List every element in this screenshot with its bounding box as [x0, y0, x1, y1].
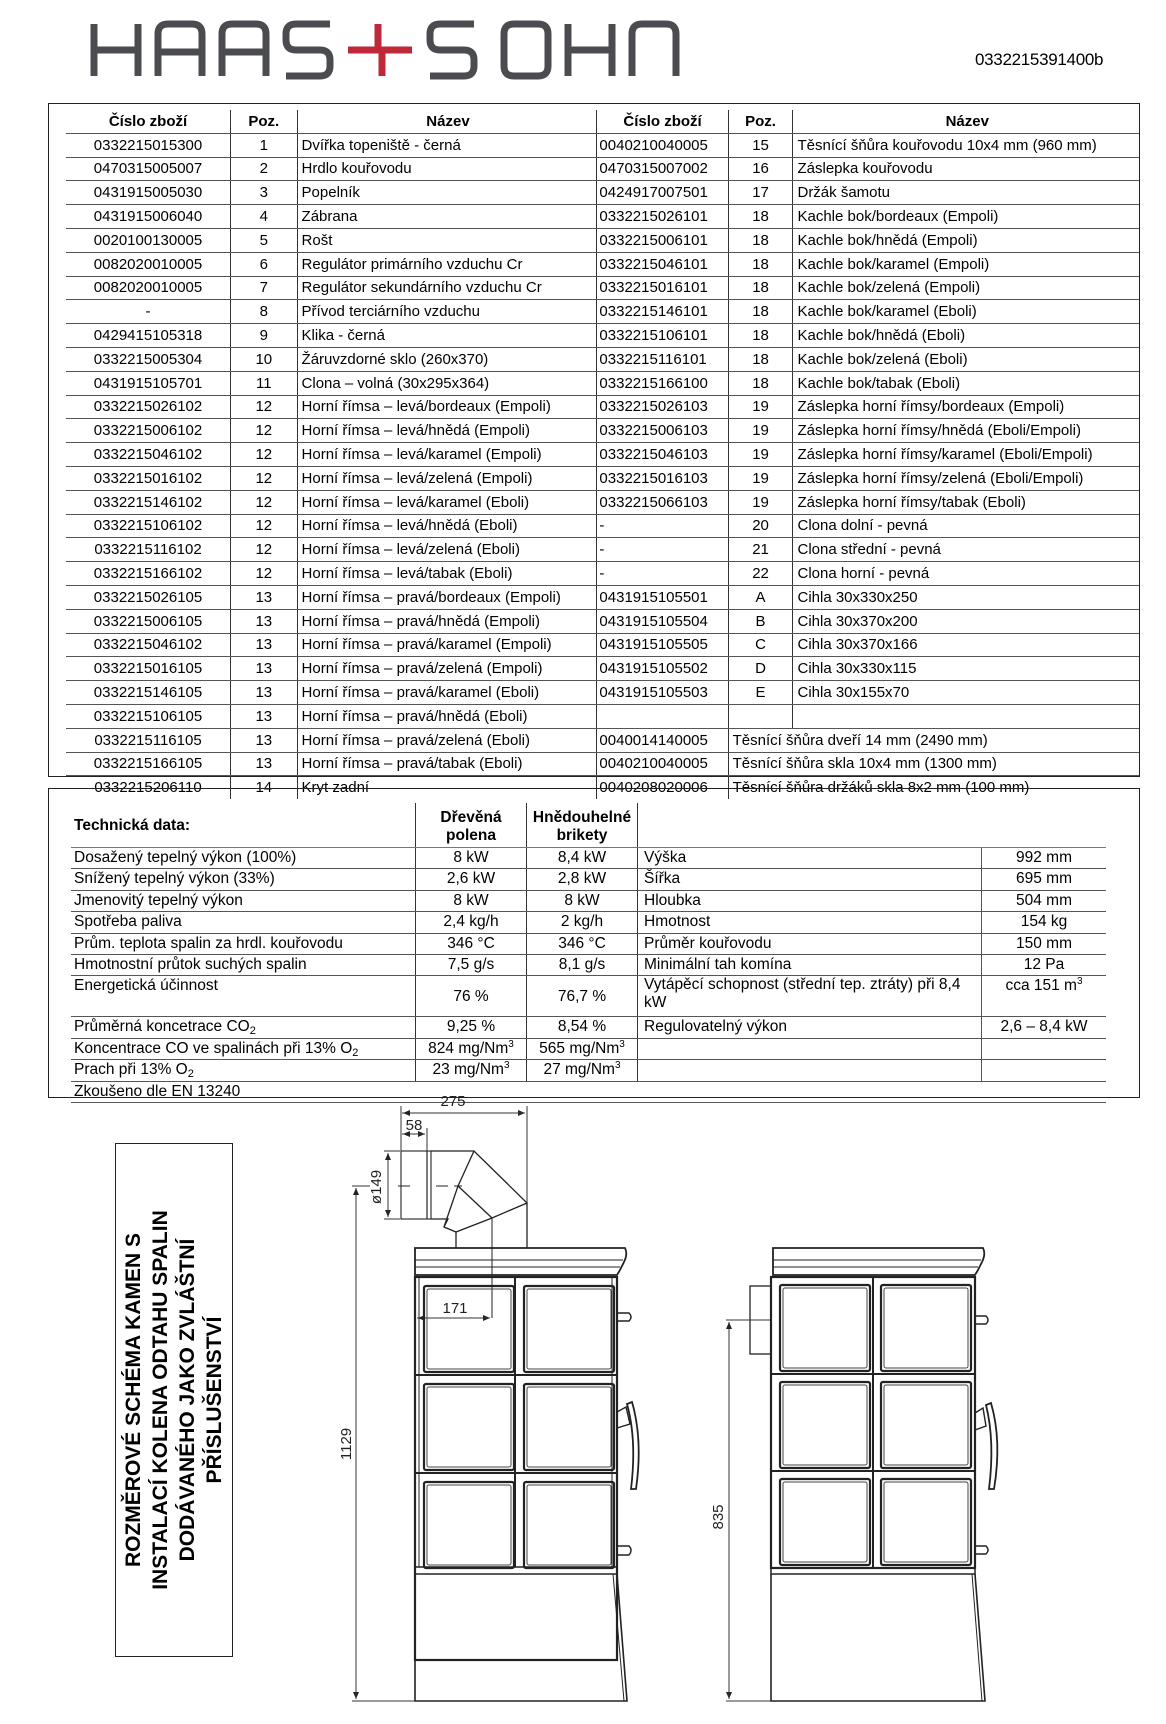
part-name: Záslepka kouřovodu	[793, 157, 1139, 181]
part-number: 0332215066103	[597, 490, 728, 514]
part-name: Záslepka horní římsy/hnědá (Eboli/Empoli)	[793, 419, 1139, 443]
part-position: 12	[231, 419, 298, 443]
value-lignite-briquettes: 346 °C	[527, 933, 638, 954]
part-number: 0332215106102	[66, 514, 231, 538]
spec-label: Výška	[638, 848, 982, 869]
part-position: 20	[728, 514, 793, 538]
tile-grid-front	[424, 1286, 614, 1568]
part-position: 13	[231, 585, 298, 609]
spec-label: Minimální tah komína	[638, 954, 982, 975]
part-name: Popelník	[297, 181, 597, 205]
value-wood-logs: 7,5 g/s	[416, 954, 527, 975]
part-number: 0431915006040	[66, 205, 231, 229]
part-number: -	[597, 538, 728, 562]
part-number: 0429415105318	[66, 324, 231, 348]
header-name: Název	[297, 110, 597, 133]
part-name: Žáruvzdorné sklo (260x370)	[297, 347, 597, 371]
spec-value: 695 mm	[982, 869, 1107, 890]
fuel-param-label: Hmotnostní průtok suchých spalin	[71, 954, 416, 975]
value-wood-logs: 824 mg/Nm$^3$	[416, 1038, 527, 1059]
part-name: Kachle bok/bordeaux (Empoli)	[793, 205, 1139, 229]
part-name: Horní římsa – pravá/zelená (Eboli)	[297, 728, 597, 752]
part-position: 13	[231, 704, 298, 728]
part-name: Horní římsa – pravá/tabak (Eboli)	[297, 752, 597, 776]
part-name: Těsnící šňůra skla 10x4 mm (1300 mm)	[728, 752, 1139, 776]
part-position: 8	[231, 300, 298, 324]
part-name: Clona střední - pevná	[793, 538, 1139, 562]
part-position: 5	[231, 228, 298, 252]
part-number: 0332215006102	[66, 419, 231, 443]
part-position: 13	[231, 752, 298, 776]
part-name: Kachle bok/karamel (Eboli)	[793, 300, 1139, 324]
part-name: Horní římsa – pravá/hnědá (Empoli)	[297, 609, 597, 633]
value-wood-logs: 23 mg/Nm$^3$	[416, 1060, 527, 1081]
part-number: 0470315005007	[66, 157, 231, 181]
front-view-rear-outlet	[750, 1248, 997, 1701]
part-name: Horní římsa – levá/karamel (Eboli)	[297, 490, 597, 514]
part-number: 0332215026101	[597, 205, 728, 229]
part-name: Clona dolní - pevná	[793, 514, 1139, 538]
part-number: 0332215046101	[597, 252, 728, 276]
dim-diameter-149: ø149	[368, 1169, 385, 1205]
value-lignite-briquettes: 76,7 %	[527, 976, 638, 1017]
part-position: 6	[231, 252, 298, 276]
part-number: -	[597, 562, 728, 586]
part-name: Kachle bok/karamel (Empoli)	[793, 252, 1139, 276]
part-name: Horní římsa – levá/karamel (Empoli)	[297, 443, 597, 467]
value-wood-logs: 9,25 %	[416, 1017, 527, 1038]
part-position: 9	[231, 324, 298, 348]
part-position: 21	[728, 538, 793, 562]
part-name: Horní římsa – pravá/karamel (Empoli)	[297, 633, 597, 657]
dim-1129: 1129	[338, 1427, 355, 1461]
part-number: 0332215006101	[597, 228, 728, 252]
part-position: 18	[728, 324, 793, 348]
part-number: 0431915105503	[597, 681, 728, 705]
part-number: 0332215166100	[597, 371, 728, 395]
spec-value: 2,6 – 8,4 kW	[982, 1017, 1107, 1038]
dimension-schema-note-text: ROZMĚROVÉ SCHÉMA KAMEN S INSTALACÍ KOLENA ODTAHU SPALIN DODÁVANÉHO JAKO ZVLÁŠTNÍ PŘÍSLUŠENSTVÍ	[122, 1210, 226, 1590]
part-position: 2	[231, 157, 298, 181]
part-position: 1	[231, 133, 298, 157]
value-lignite-briquettes: 8,4 kW	[527, 848, 638, 869]
part-number: 0332215106105	[66, 704, 231, 728]
part-number: 0332215016105	[66, 657, 231, 681]
technical-data-title: Technická data:	[71, 803, 416, 848]
part-name: Horní římsa – pravá/karamel (Eboli)	[297, 681, 597, 705]
part-name: Kachle bok/tabak (Eboli)	[793, 371, 1139, 395]
part-name: Rošt	[297, 228, 597, 252]
part-name: Horní římsa – levá/hnědá (Empoli)	[297, 419, 597, 443]
part-number: 0332215046103	[597, 443, 728, 467]
part-number: 0332215146101	[597, 300, 728, 324]
part-position: 18	[728, 371, 793, 395]
spec-value: 992 mm	[982, 848, 1107, 869]
part-name: Držák šamotu	[793, 181, 1139, 205]
value-wood-logs: 2,6 kW	[416, 869, 527, 890]
fuel-param-label: Jmenovitý tepelný výkon	[71, 890, 416, 911]
fuel-param-label: Prach při 13% $O_2$	[71, 1060, 416, 1081]
part-name: Horní římsa – levá/tabak (Eboli)	[297, 562, 597, 586]
header-name-2: Název	[793, 110, 1139, 133]
part-position: 18	[728, 300, 793, 324]
part-number: 0470315007002	[597, 157, 728, 181]
part-position: 12	[231, 514, 298, 538]
part-name: Těsnící šňůra držáků skla 8x2 mm (100 mm)	[732, 779, 1030, 797]
value-lignite-briquettes: 2 kg/h	[527, 912, 638, 933]
part-position: 14	[231, 776, 298, 799]
part-number: 0332215026105	[66, 585, 231, 609]
part-name: Clona horní - pevná	[793, 562, 1139, 586]
dim-171: 171	[442, 1300, 468, 1317]
part-number: 0332215016102	[66, 466, 231, 490]
dim-275: 275	[440, 1093, 466, 1110]
part-name: Klika - černá	[297, 324, 597, 348]
value-wood-logs: 2,4 kg/h	[416, 912, 527, 933]
part-position: 4	[231, 205, 298, 229]
part-position: 12	[231, 538, 298, 562]
part-number: 0040210040005	[597, 133, 728, 157]
part-number: -	[597, 514, 728, 538]
part-position: 19	[728, 419, 793, 443]
part-number: 0332215106101	[597, 324, 728, 348]
part-name: Záslepka horní římsy/zelená (Eboli/Empoli)	[793, 466, 1139, 490]
part-position: 13	[231, 728, 298, 752]
part-position: 18	[728, 276, 793, 300]
part-number: 0431915105701	[66, 371, 231, 395]
part-number: 0332215026103	[597, 395, 728, 419]
part-position: 13	[231, 633, 298, 657]
part-position: 19	[728, 395, 793, 419]
value-lignite-briquettes: 2,8 kW	[527, 869, 638, 890]
spec-label: Šířka	[638, 869, 982, 890]
part-number: 0332215006105	[66, 609, 231, 633]
part-number: 0431915105501	[597, 585, 728, 609]
part-name: Horní římsa – pravá/zelená (Empoli)	[297, 657, 597, 681]
value-lignite-briquettes: 8 kW	[527, 890, 638, 911]
part-position: 12	[231, 466, 298, 490]
part-number: 0332215116105	[66, 728, 231, 752]
fuel-param-label: Dosažený tepelný výkon (100%)	[71, 848, 416, 869]
column-lignite-briquettes: Hnědouhelné brikety	[527, 803, 638, 848]
part-number: 0431915105502	[597, 657, 728, 681]
part-number: 0040014140005	[597, 728, 728, 752]
part-position: 19	[728, 466, 793, 490]
fuel-param-label: Energetická účinnost	[71, 976, 416, 1017]
part-number: 0332215146102	[66, 490, 231, 514]
part-number: 0424917007501	[597, 181, 728, 205]
part-position: 18	[728, 205, 793, 229]
part-name: Kachle bok/zelená (Empoli)	[793, 276, 1139, 300]
header-position-2: Poz.	[728, 110, 793, 133]
part-number: 0431915005030	[66, 181, 231, 205]
part-position: 18	[728, 252, 793, 276]
fuel-param-label: Snížený tepelný výkon (33%)	[71, 869, 416, 890]
fuel-param-label: Prům. teplota spalin za hrdl. kouřovodu	[71, 933, 416, 954]
part-name: Horní římsa – pravá/bordeaux (Empoli)	[297, 585, 597, 609]
spec-value: 150 mm	[982, 933, 1107, 954]
part-name: Horní římsa – pravá/hnědá (Eboli)	[297, 704, 597, 728]
part-name: Hrdlo kouřovodu	[297, 157, 597, 181]
part-number: 0332215046102	[66, 443, 231, 467]
part-position: 13	[231, 609, 298, 633]
part-number: 0332215026102	[66, 395, 231, 419]
part-name: Horní římsa – levá/zelená (Eboli)	[297, 538, 597, 562]
part-position: 10	[231, 347, 298, 371]
part-name: Kachle bok/zelená (Eboli)	[793, 347, 1139, 371]
part-name: Zábrana	[297, 205, 597, 229]
part-position: 17	[728, 181, 793, 205]
spec-label: Hloubka	[638, 890, 982, 911]
part-name: Kryt zadní	[297, 776, 597, 799]
part-number: 0020100130005	[66, 228, 231, 252]
part-number: 0040208020006	[597, 776, 728, 799]
part-position: 12	[231, 490, 298, 514]
spec-value: 504 mm	[982, 890, 1107, 911]
part-name: Dvířka topeniště - černá	[297, 133, 597, 157]
header-position: Poz.	[231, 110, 298, 133]
part-name: Záslepka horní římsy/tabak (Eboli)	[793, 490, 1139, 514]
dimension-lines-rear	[726, 1320, 771, 1701]
value-wood-logs: 346 °C	[416, 933, 527, 954]
part-number: 0332215006103	[597, 419, 728, 443]
part-name: Cihla 30x370x166	[793, 633, 1139, 657]
value-wood-logs: 8 kW	[416, 848, 527, 869]
part-position: A	[728, 585, 793, 609]
fuel-param-label: Spotřeba paliva	[71, 912, 416, 933]
part-position: 7	[231, 276, 298, 300]
value-lignite-briquettes: 8,54 %	[527, 1017, 638, 1038]
part-position: 3	[231, 181, 298, 205]
part-number: 0332215116102	[66, 538, 231, 562]
part-position: 12	[231, 562, 298, 586]
part-position: 19	[728, 443, 793, 467]
spec-value: 12 Pa	[982, 954, 1107, 975]
column-wood-logs: Dřevěná polena	[416, 803, 527, 848]
spec-label: Průměr kouřovodu	[638, 933, 982, 954]
document-number: 0332215391400b	[975, 50, 1104, 69]
part-name: Cihla 30x330x115	[793, 657, 1139, 681]
part-name: Kachle bok/hnědá (Empoli)	[793, 228, 1139, 252]
part-position: 18	[728, 347, 793, 371]
part-number: 0431915105505	[597, 633, 728, 657]
part-name: Těsnící šňůra dveří 14 mm (2490 mm)	[728, 728, 1139, 752]
part-number: 0082020010005	[66, 252, 231, 276]
spec-value: cca 151 $m^3$	[982, 976, 1107, 1017]
spec-value: 154 kg	[982, 912, 1107, 933]
part-number: 0332215005304	[66, 347, 231, 371]
header-number-2: Číslo zboží	[597, 110, 728, 133]
value-wood-logs: 76 %	[416, 976, 527, 1017]
fuel-param-label: Koncentrace CO ve spalinách při 13% $O_2$	[71, 1038, 416, 1059]
part-name: Regulátor sekundárního vzduchu Cr	[297, 276, 597, 300]
part-name: Kachle bok/hnědá (Eboli)	[793, 324, 1139, 348]
front-view-with-elbow	[398, 1151, 639, 1701]
part-position: 12	[231, 443, 298, 467]
part-number: 0082020010005	[66, 276, 231, 300]
part-number: 0332215206110	[66, 776, 231, 799]
part-position: 13	[231, 681, 298, 705]
fuel-param-label: Průměrná koncetrace $CO_2$	[71, 1017, 416, 1038]
spec-label: Regulovatelný výkon	[638, 1017, 982, 1038]
part-position: 11	[231, 371, 298, 395]
part-number: 0332215166105	[66, 752, 231, 776]
part-number: 0332215146105	[66, 681, 231, 705]
part-name: Horní římsa – levá/bordeaux (Empoli)	[297, 395, 597, 419]
part-number: 0332215166102	[66, 562, 231, 586]
value-wood-logs: 8 kW	[416, 890, 527, 911]
part-name: Těsnící šňůra kouřovodu 10x4 mm (960 mm)	[793, 133, 1139, 157]
part-position: 13	[231, 657, 298, 681]
part-position: 18	[728, 228, 793, 252]
dim-58: 58	[405, 1117, 423, 1134]
part-number: 0431915105504	[597, 609, 728, 633]
tile-grid-rear-outlet	[780, 1285, 971, 1565]
part-name: Cihla 30x370x200	[793, 609, 1139, 633]
part-name: Horní římsa – levá/zelená (Empoli)	[297, 466, 597, 490]
part-position: 16	[728, 157, 793, 181]
part-position: D	[728, 657, 793, 681]
part-position: 19	[728, 490, 793, 514]
part-position: C	[728, 633, 793, 657]
part-position: E	[728, 681, 793, 705]
part-position: 22	[728, 562, 793, 586]
spec-label: Hmotnost	[638, 912, 982, 933]
part-number: 0332215046102	[66, 633, 231, 657]
tested-standard: Zkoušeno dle EN 13240	[71, 1081, 638, 1102]
part-name: Přívod terciárního vzduchu	[297, 300, 597, 324]
part-name: Clona – volná (30x295x364)	[297, 371, 597, 395]
part-position: B	[728, 609, 793, 633]
part-name: Záslepka horní římsy/karamel (Eboli/Empoli)	[793, 443, 1139, 467]
part-position: 12	[231, 395, 298, 419]
part-position: 15	[728, 133, 793, 157]
header-number: Číslo zboží	[66, 110, 231, 133]
part-number: -	[66, 300, 231, 324]
part-number: 0332215015300	[66, 133, 231, 157]
part-number: 0040210040005	[597, 752, 728, 776]
part-name: Záslepka horní římsy/bordeaux (Empoli)	[793, 395, 1139, 419]
value-lignite-briquettes: 8,1 g/s	[527, 954, 638, 975]
part-name: Horní římsa – levá/hnědá (Eboli)	[297, 514, 597, 538]
value-lignite-briquettes: 565 mg/Nm$^3$	[527, 1038, 638, 1059]
part-name: Regulátor primárního vzduchu Cr	[297, 252, 597, 276]
part-number: 0332215016103	[597, 466, 728, 490]
part-number: 0332215116101	[597, 347, 728, 371]
part-name: Cihla 30x330x250	[793, 585, 1139, 609]
spec-label: Vytápěcí schopnost (střední tep. ztráty) při 8,4 kW	[638, 976, 982, 1017]
part-number: 0332215016101	[597, 276, 728, 300]
dim-835: 835	[710, 1504, 727, 1530]
value-lignite-briquettes: 27 mg/Nm$^3$	[527, 1060, 638, 1081]
part-name: Cihla 30x155x70	[793, 681, 1139, 705]
